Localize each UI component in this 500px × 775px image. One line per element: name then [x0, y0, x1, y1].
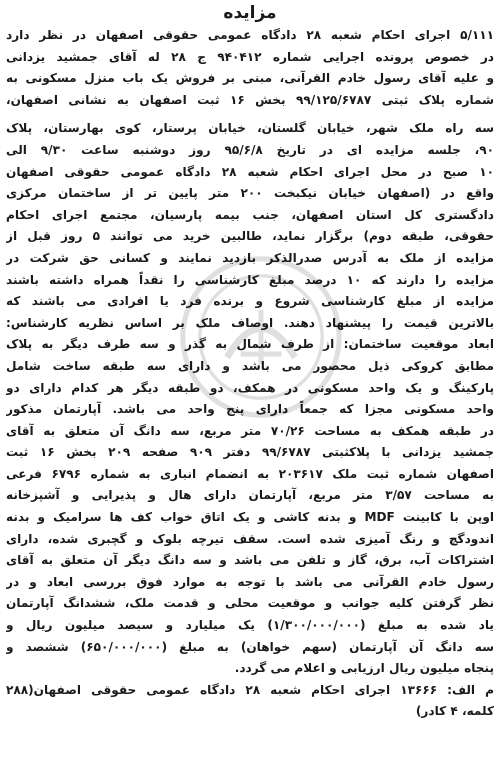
- intro-paragraph: [6, 25, 494, 111]
- text-line: کلمه، ۴ کادر): [415, 704, 494, 719]
- text-line: حقوقی، طبقه دوم) برگزار نماید، طالبین خرید می توانند ۵ روز قبل از: [6, 229, 494, 244]
- text-line: و علیه آقای رسول خادم القرآنی، مبنی بر فروش یک باب منزل مسکونی به: [6, 71, 494, 86]
- text-line: اصفهان شماره ثبت ملک ۲۰۳۶۱۷ به انضمام انباری به شماره ۶۷۹۶ فرعی: [6, 466, 494, 481]
- text-line: ۹۰، جلسه مزایده ای در تاریخ ۹۵/۶/۸ روز دوشنبه ساعت ۹/۳۰ الی: [6, 142, 494, 157]
- signature-block: [6, 680, 494, 723]
- text-line: مزایده از مبلغ کارشناسی شروع و برنده فرد یا افرادی می باشند که: [6, 294, 494, 309]
- text-line: شماره پلاک ثبتی ۹۹/۱۲۵/۶۷۸۷ بخش ۱۶ ثبت اصفهان به نشانی اصفهان،: [6, 92, 494, 107]
- text-line: سه دانگ آن آپارتمان (سهم خواهان) به مبلغ (۶۵۰/۰۰۰/۰۰۰) ششصد و: [6, 639, 494, 654]
- body-paragraph: [6, 118, 494, 679]
- text-line: جمشید یزدانی با پلاکثبتی ۹۹/۶۷۸۷ دفتر ۹۰۹ صفحه ۲۰۹ بخش ۱۶ ثبت: [6, 445, 494, 460]
- paragraph-gap: [6, 111, 494, 118]
- text-line: اوپن با کابینت MDF و بدنه کاشی و یک اتاق خواب کف ها سرامیک و بدنه: [6, 510, 494, 525]
- text-line: سه راه ملک شهر، خیابان گلستان، خیابان پرستار، کوی بهارستان، پلاک: [6, 121, 494, 136]
- text-line: بالاترین قیمت را پیشنهاد دهند. اوصاف ملک بر اساس نظریه کارشناس:: [6, 315, 494, 330]
- text-line: مزایده را دارند که ۱۰ درصد مبلغ کارشناسی را نقداً همراه داشته باشند: [6, 272, 494, 287]
- text-line: پنجاه میلیون ریال ارزیابی و اعلام می گردد.: [234, 661, 494, 676]
- text-line: اشتراکات آب، برق، گاز و تلفن می باشد و سه دانگ دیگر آن متعلق به آقای: [6, 553, 494, 568]
- text-line: در خصوص پرونده اجرایی شماره ۹۴۰۴۱۲ ج ۲۸ له آقای جمشید یزدانی: [6, 49, 494, 64]
- text-line: ۵/۱۱۱ اجرای احکام شعبه ۲۸ دادگاه عمومی حقوقی اصفهان در نظر دارد: [6, 28, 494, 42]
- text-line: نظر گرفتن کلیه جوانب و موقعیت محلی و قدمت ملک، ششدانگ آپارتمان: [6, 596, 494, 611]
- text-line: مزایده از ملک به آدرس صدرالذکر بازدید نمایند و کسانی حق شرکت در: [6, 250, 494, 265]
- newspaper-notice: [6, 2, 494, 773]
- notice-title: مزایده: [223, 3, 277, 23]
- text-line: ۱۰ صبح در محل اجرای احکام شعبه ۲۸ دادگاه عمومی حقوقی اصفهان: [6, 164, 494, 179]
- text-line: مطابق کروکی ذیل محصور می باشد و دارای سه طبقه ساخت شامل: [6, 358, 494, 373]
- text-line: رسول خادم القرآنی می باشد با توجه به موارد فوق بررسی ابعاد و در: [6, 574, 494, 589]
- text-line: به مساحت ۳/۵۷ متر مربع، آپارتمان دارای هال و پذیرایی و آشپزخانه: [6, 488, 494, 503]
- text-line: واقع در (اصفهان خیابان نیکبخت ۲۰۰ متر پایین تر از ساختمان مرکزی: [6, 186, 494, 201]
- text-line: دادگستری کل استان اصفهان، جنب بیمه پارسیان، مجتمع اجرای احکام: [6, 207, 494, 222]
- text-line: م الف: ۱۳۶۶۶ اجرای احکام شعبه ۲۸ دادگاه عمومی حقوقی اصفهان(۲۸۸: [6, 682, 494, 697]
- text-line: اندودگچ و رنگ آمیزی شده است. سقف تیرچه بلوک و گچبری شده، دارای: [6, 531, 494, 546]
- text-line: پارکینگ و یک واحد مسکونی در همکف، دو طبقه دیگر هر کدام دارای دو: [6, 380, 494, 395]
- text-line: ابعاد موقعیت ساختمان: از طرف شمال به گذر و سه طرف دیگر به پلاک: [6, 337, 494, 352]
- text-line: یاد شده به مبلغ (۱/۳۰۰/۰۰۰/۰۰۰) یک میلیارد و سیصد میلیون ریال و: [6, 618, 494, 633]
- text-line: واحد مسکونی مجزا که جمعاً دارای پنج واحد می باشد. آپارتمان مذکور: [6, 402, 494, 417]
- text-line: در طبقه همکف به مساحت ۷۰/۲۶ متر مربع، سه دانگ آن متعلق به آقای: [6, 423, 494, 438]
